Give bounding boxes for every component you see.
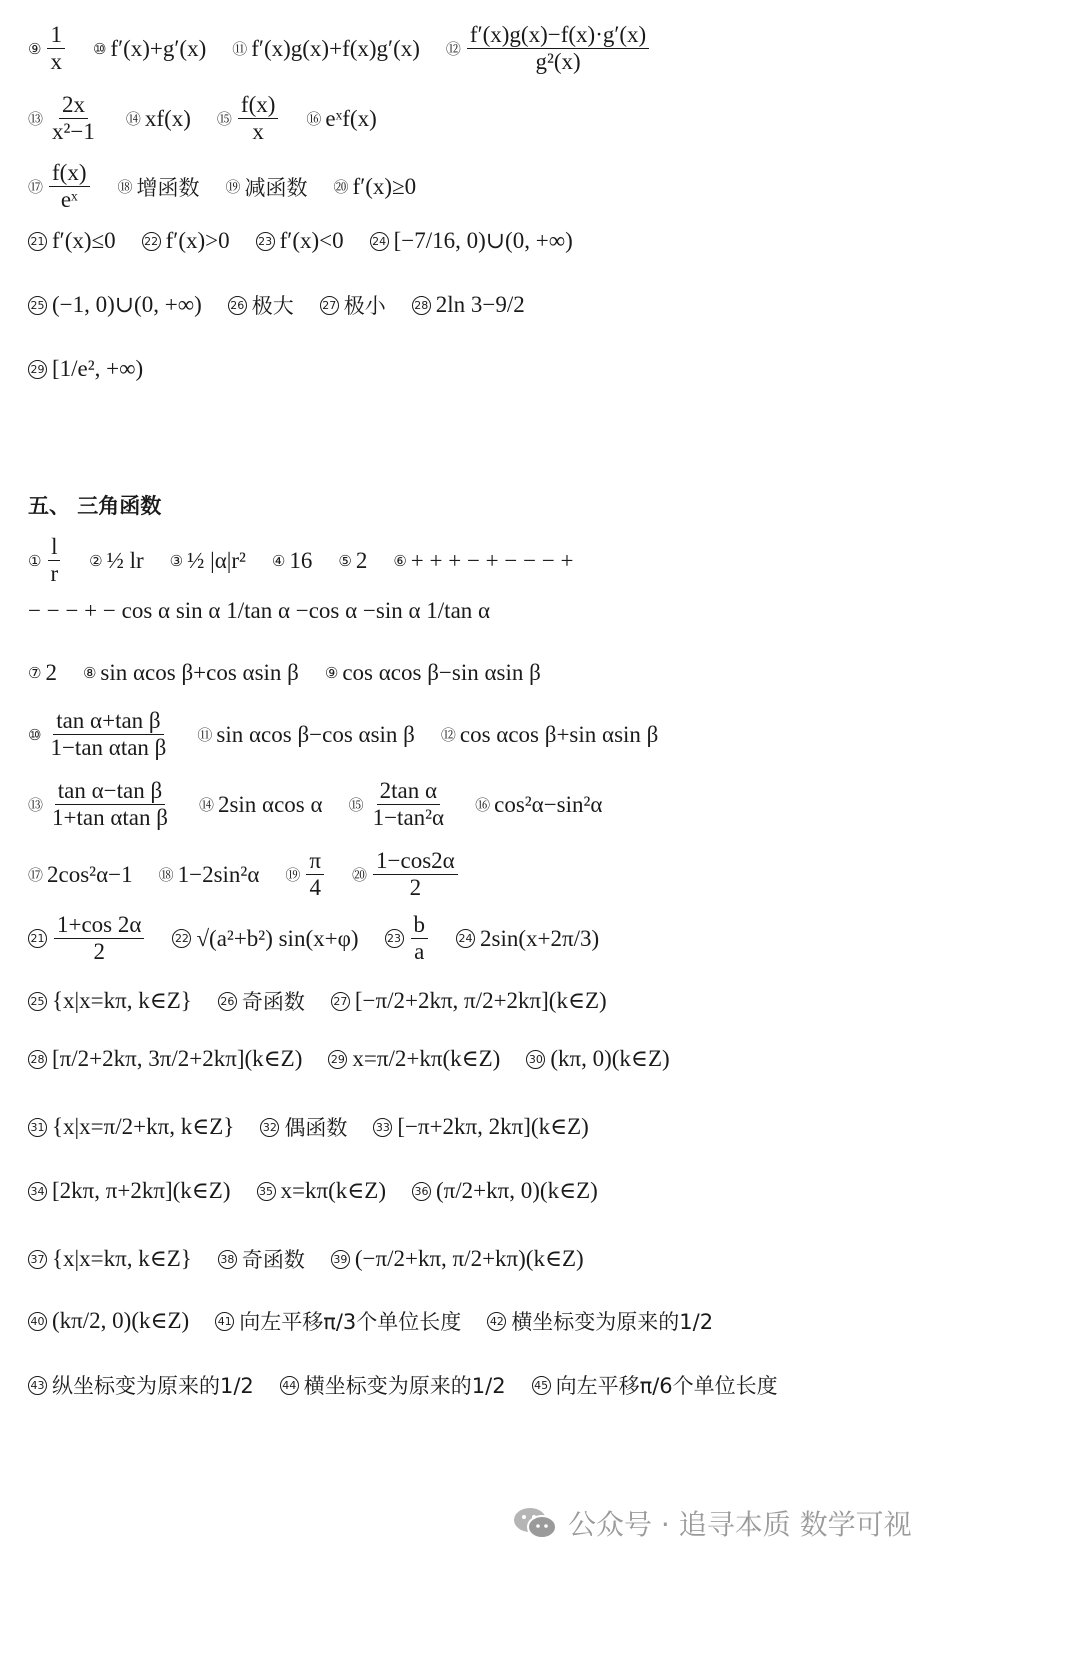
- answer-number: 26: [228, 296, 247, 315]
- denominator: 1+tan αtan β: [52, 805, 168, 831]
- answer-number: 32: [260, 1118, 279, 1137]
- fraction: [373, 848, 458, 902]
- answer-text: 2: [355, 547, 368, 573]
- answer-text: f′(x)g(x)+f(x)g′(x): [251, 35, 420, 61]
- answer-number: 22: [142, 232, 161, 251]
- answer-number: 42: [487, 1312, 506, 1331]
- answer-number: ①: [28, 551, 42, 570]
- answer-number: 28: [28, 1050, 47, 1069]
- answer-text: 横坐标变为原来的1/2: [511, 1310, 714, 1334]
- answer-item: [28, 708, 171, 762]
- answer-row: [28, 228, 599, 254]
- answer-number: ⑩: [92, 39, 107, 58]
- answer-item: [28, 22, 67, 76]
- answer-text: {x|x=kπ, k∈Z}: [52, 988, 192, 1013]
- answer-number: ⑪: [197, 726, 213, 745]
- answer-item: [197, 722, 415, 748]
- denominator: 2: [93, 939, 105, 965]
- answer-item: [28, 1370, 254, 1400]
- answer-text: f′(x)+g′(x): [110, 35, 207, 61]
- answer-item: [226, 172, 308, 202]
- answer-text: √(a²+b²) sin(x+φ): [196, 925, 359, 951]
- answer-item: [28, 598, 490, 624]
- answer-number: ④: [271, 551, 286, 570]
- answer-text: 16: [289, 547, 313, 573]
- answer-item: [446, 22, 651, 76]
- answer-text: 纵坐标变为原来的1/2: [52, 1374, 254, 1398]
- answer-number: ⑧: [82, 664, 97, 682]
- answer-item: [142, 228, 230, 254]
- answer-number: ③: [169, 551, 184, 570]
- answer-number: ⑫: [445, 40, 461, 59]
- answer-item: [28, 1046, 302, 1072]
- numerator: f(x): [238, 92, 278, 119]
- answer-row: [28, 1178, 624, 1204]
- numerator: 1−cos2α: [373, 848, 458, 875]
- answer-item: [28, 912, 146, 966]
- answer-number: 23: [385, 929, 404, 948]
- answer-row: [28, 912, 625, 966]
- answer-row: [28, 1244, 610, 1274]
- answer-number: ⑩: [28, 725, 42, 744]
- answer-item: [526, 1046, 669, 1072]
- answer-item: [232, 36, 420, 62]
- answer-text: 向左平移π/3个单位长度: [239, 1310, 462, 1334]
- answer-item: [218, 986, 305, 1016]
- answer-item: [385, 912, 431, 966]
- answer-number: 36: [412, 1182, 431, 1201]
- answer-text: xf(x): [144, 105, 191, 131]
- answer-number: 40: [28, 1312, 47, 1331]
- answer-item: [370, 228, 573, 254]
- answer-row: [28, 1370, 804, 1400]
- answer-text: cos αcos β−sin αsin β: [342, 660, 541, 685]
- fraction: [467, 22, 649, 76]
- answer-item: [257, 1178, 386, 1204]
- answer-item: [331, 988, 607, 1014]
- answer-number: 29: [328, 1050, 347, 1069]
- numerator: 1+cos 2α: [54, 912, 144, 939]
- answer-number: 31: [28, 1118, 47, 1137]
- answer-number: 25: [28, 992, 47, 1011]
- answer-item: [28, 1308, 189, 1334]
- answer-row: [28, 1046, 696, 1072]
- answer-text: eˣf(x): [325, 105, 377, 131]
- answer-item: [475, 792, 602, 818]
- answer-item: [412, 1178, 598, 1204]
- answer-number: 23: [256, 232, 275, 251]
- answer-text: [π/2+2kπ, 3π/2+2kπ](k∈Z): [52, 1046, 303, 1071]
- answer-text: (kπ/2, 0)(k∈Z): [52, 1308, 190, 1333]
- answer-text: (kπ, 0)(k∈Z): [550, 1046, 670, 1071]
- answer-number: 26: [218, 992, 237, 1011]
- answer-number: ⑲: [285, 866, 301, 885]
- answer-item: [218, 1244, 305, 1274]
- answer-item: [28, 534, 63, 588]
- answer-row: [28, 708, 684, 762]
- section-heading: 五、 三角函数: [28, 494, 162, 518]
- answer-text: f′(x)≤0: [52, 228, 116, 253]
- answer-text: x=π/2+kπ(k∈Z): [352, 1046, 501, 1071]
- fraction: [411, 912, 429, 966]
- answer-text: f′(x)>0: [165, 228, 230, 253]
- answer-number: ⑨: [28, 39, 42, 58]
- answer-text: sin αcos β−cos αsin β: [216, 721, 415, 747]
- answer-text: f′(x)<0: [279, 228, 344, 253]
- answer-number: ⑤: [338, 551, 352, 570]
- answer-text: (π/2+kπ, 0)(k∈Z): [436, 1178, 598, 1203]
- answer-number: 41: [215, 1312, 234, 1331]
- answer-item: [441, 722, 659, 748]
- answer-item: [28, 92, 100, 146]
- answer-number: 35: [257, 1182, 276, 1201]
- answer-item: [28, 160, 92, 214]
- answer-text: 偶函数: [284, 1116, 348, 1140]
- answer-number: 28: [412, 296, 431, 315]
- answer-text: [−π/2+2kπ, π/2+2kπ](k∈Z): [354, 988, 607, 1013]
- answer-number: 25: [28, 296, 47, 315]
- fraction: [370, 778, 448, 832]
- answer-item: [373, 1114, 589, 1140]
- denominator: a: [414, 939, 425, 965]
- answer-item: [28, 356, 143, 382]
- answer-item: [215, 1306, 461, 1336]
- numerator: tan α−tan β: [55, 778, 165, 805]
- denominator: g²(x): [535, 49, 581, 75]
- answer-text: 极大: [251, 294, 294, 318]
- answer-text: ½ |α|r²: [187, 547, 246, 573]
- fraction: [47, 534, 61, 588]
- answer-text: 2cos²α−1: [47, 861, 133, 887]
- answer-number: ⑬: [28, 796, 44, 815]
- answer-item: [285, 848, 326, 902]
- answer-item: [352, 848, 460, 902]
- answer-item: [456, 926, 599, 952]
- watermark: [512, 1503, 912, 1543]
- denominator: x: [50, 49, 62, 75]
- answer-item: [118, 172, 200, 202]
- answer-text: 向左平移π/6个单位长度: [555, 1374, 778, 1398]
- watermark-text: 公众号 · 追寻本质 数学可视: [568, 1508, 912, 1541]
- denominator: eˣ: [60, 187, 78, 213]
- answer-text: 2: [45, 660, 57, 685]
- answer-number: 24: [456, 929, 475, 948]
- answer-number: 29: [28, 360, 47, 379]
- answer-row: [28, 778, 628, 832]
- answer-number: ⑫: [440, 726, 456, 745]
- answer-number: ⑮: [216, 110, 232, 129]
- denominator: x²−1: [52, 119, 95, 145]
- answer-text: {x|x=kπ, k∈Z}: [52, 1246, 192, 1271]
- answer-text: 减函数: [244, 175, 308, 200]
- answer-number: ⑰: [28, 178, 44, 197]
- fraction: [238, 92, 278, 146]
- answer-number: ⑭: [198, 796, 214, 815]
- answer-item: [393, 548, 573, 574]
- answer-number: ⑰: [28, 866, 44, 885]
- answer-item: [28, 292, 202, 318]
- answer-text: cos αcos β+sin αsin β: [459, 721, 659, 747]
- answer-number: ⑥: [393, 551, 407, 570]
- answer-number: ⑱: [117, 178, 133, 197]
- denominator: 4: [309, 875, 321, 901]
- answer-item: [199, 792, 323, 818]
- answer-number: ⑭: [125, 110, 141, 129]
- answer-number: 33: [373, 1118, 392, 1137]
- answer-item: [83, 660, 299, 686]
- answer-number: 37: [28, 1250, 47, 1269]
- answer-row: [28, 160, 442, 214]
- answer-item: [28, 862, 133, 888]
- denominator: x: [252, 119, 264, 145]
- answer-item: [28, 1114, 234, 1140]
- answer-text: [−7/16, 0)∪(0, +∞): [393, 228, 573, 253]
- answer-row: [28, 290, 551, 320]
- answer-text: 奇函数: [241, 1248, 305, 1272]
- numerator: l: [48, 534, 60, 561]
- answer-row: [28, 356, 169, 382]
- answer-item: [228, 290, 294, 320]
- answer-row: [28, 92, 403, 146]
- answer-text: 增函数: [136, 175, 200, 200]
- answer-number: 24: [370, 232, 389, 251]
- answer-text: [−π+2kπ, 2kπ](k∈Z): [397, 1114, 589, 1139]
- answer-row: [28, 848, 486, 902]
- answer-number: 27: [320, 296, 339, 315]
- answer-text: 横坐标变为原来的1/2: [303, 1374, 506, 1398]
- fraction: [54, 912, 144, 966]
- answer-text: [1/e², +∞): [52, 356, 144, 381]
- answer-text: x=kπ(k∈Z): [280, 1178, 387, 1203]
- numerator: f′(x)g(x)−f(x)·g′(x): [467, 22, 649, 49]
- denominator: 2: [409, 875, 422, 901]
- answer-item: [532, 1370, 778, 1400]
- answer-text: 2ln 3−9/2: [435, 292, 525, 317]
- wechat-icon: [512, 1506, 558, 1540]
- answer-row: [28, 22, 677, 76]
- answer-text: 1−2sin²α: [177, 861, 260, 887]
- answer-number: 21: [28, 232, 47, 251]
- answer-item: [256, 228, 344, 254]
- answer-row: [28, 1112, 615, 1142]
- answer-number: 21: [28, 929, 47, 948]
- answer-row: [28, 986, 633, 1016]
- fraction: [47, 708, 169, 762]
- fraction: [306, 848, 324, 902]
- fraction: [49, 160, 89, 214]
- answer-item: [217, 92, 281, 146]
- answer-text: 2sin αcos α: [217, 791, 323, 817]
- fraction: [47, 22, 65, 76]
- answer-number: ⑳: [352, 866, 368, 885]
- answer-row: [28, 598, 516, 624]
- answer-number: ⑲: [225, 178, 241, 197]
- answer-item: [349, 778, 450, 832]
- answer-number: 22: [172, 929, 191, 948]
- answer-number: 34: [28, 1182, 47, 1201]
- answer-item: [28, 1178, 231, 1204]
- answer-number: ②: [89, 551, 103, 570]
- answer-item: [325, 660, 541, 686]
- answer-number: ⑦: [28, 664, 42, 682]
- answer-item: [272, 548, 312, 574]
- answer-row: [28, 1306, 739, 1336]
- denominator: r: [50, 561, 59, 587]
- answer-text: {x|x=π/2+kπ, k∈Z}: [52, 1114, 235, 1139]
- answer-number: ⑯: [475, 796, 491, 815]
- answer-text: − − − + − cos α sin α 1/tan α −cos α −sin α 1/tan α: [28, 598, 491, 623]
- answer-text: 2sin(x+2π/3): [480, 925, 600, 951]
- answer-text: 奇函数: [241, 990, 305, 1014]
- answer-text: (−π/2+kπ, π/2+kπ)(k∈Z): [354, 1246, 584, 1271]
- answer-text: (−1, 0)∪(0, +∞): [52, 292, 202, 317]
- fraction: [49, 778, 171, 832]
- answer-number: 39: [331, 1250, 350, 1269]
- answer-number: 43: [28, 1376, 47, 1395]
- answer-text: ½ lr: [106, 547, 144, 573]
- answer-item: [328, 1046, 500, 1072]
- answer-text: [2kπ, π+2kπ](k∈Z): [52, 1178, 231, 1203]
- answer-row: [28, 534, 600, 588]
- answer-item: [334, 174, 417, 200]
- answer-text: f′(x)≥0: [352, 173, 417, 199]
- answer-item: [126, 106, 191, 132]
- answer-item: [280, 1370, 506, 1400]
- numerator: 1: [47, 22, 65, 49]
- answer-item: [89, 548, 144, 574]
- answer-number: ⑬: [28, 110, 44, 129]
- answer-item: [159, 862, 260, 888]
- numerator: 2x: [59, 92, 88, 119]
- answer-row: [28, 660, 567, 686]
- numerator: tan α+tan β: [53, 708, 163, 735]
- answer-number: ⑯: [306, 110, 322, 129]
- answer-item: [260, 1112, 347, 1142]
- fraction: [49, 92, 98, 146]
- answer-item: [412, 292, 525, 318]
- answer-text: sin αcos β+cos αsin β: [100, 660, 299, 685]
- answer-number: 45: [532, 1376, 551, 1395]
- answer-item: [28, 1246, 192, 1272]
- answer-item: [28, 660, 57, 686]
- answer-text: cos²α−sin²α: [494, 791, 603, 817]
- numerator: f(x): [49, 160, 89, 187]
- answer-item: [93, 36, 206, 62]
- answer-item: [338, 548, 367, 574]
- answer-number: 38: [218, 1250, 237, 1269]
- answer-item: [306, 106, 376, 132]
- answer-item: [170, 548, 246, 574]
- answer-number: 27: [331, 992, 350, 1011]
- answer-number: ⑪: [232, 40, 248, 59]
- answer-number: ⑨: [324, 664, 339, 682]
- answer-number: 44: [280, 1376, 299, 1395]
- answer-item: [487, 1306, 713, 1336]
- numerator: π: [306, 848, 324, 875]
- denominator: 1−tan²α: [372, 805, 445, 831]
- numerator: b: [411, 912, 429, 939]
- answer-item: [28, 228, 116, 254]
- answer-item: [320, 290, 386, 320]
- denominator: 1−tan αtan β: [50, 735, 167, 761]
- answer-text: 极小: [343, 294, 386, 318]
- answer-item: [172, 926, 358, 952]
- numerator: 2tan α: [377, 778, 440, 805]
- answer-number: ⑮: [348, 796, 364, 815]
- answer-number: ⑳: [333, 178, 349, 197]
- answer-text: + + + − + − − − +: [410, 547, 574, 573]
- answer-item: [28, 988, 192, 1014]
- answer-item: [331, 1246, 584, 1272]
- answer-number: ⑱: [158, 866, 174, 885]
- answer-item: [28, 778, 173, 832]
- answer-number: 30: [526, 1050, 545, 1069]
